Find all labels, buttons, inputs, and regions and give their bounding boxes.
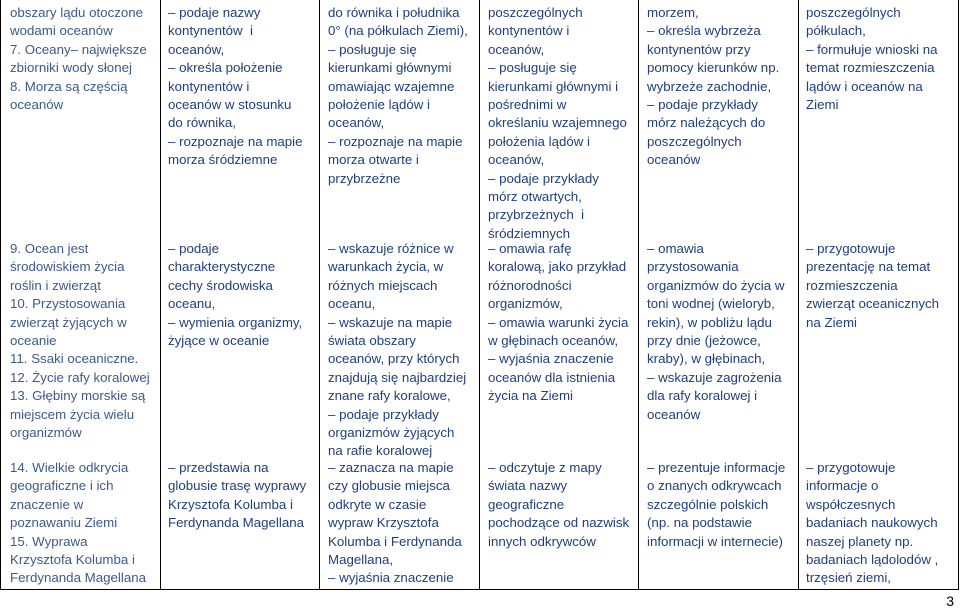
cell-line: oceanów (647, 406, 701, 422)
cell-line: innych odkrywców (488, 533, 596, 549)
cell-line: przy dnie (jeżowce, (647, 333, 761, 349)
cell-line: Magellana, (328, 552, 394, 568)
cell-line: pomocy kierunków np. (647, 60, 780, 76)
cell-line: świata nazwy (488, 478, 568, 494)
cell-line: zbiorniki wody słonej (10, 60, 132, 76)
cell-line: badaniach naukowych (806, 515, 938, 531)
cell-line: – formułuje wnioski na (806, 41, 938, 57)
cell-line: omawiając wzajemne (328, 78, 455, 94)
cell-line: półkulach, (806, 23, 866, 39)
cell-line: na Ziemi (806, 314, 857, 330)
cell-line: poszczególnych (647, 133, 742, 149)
cell-line: – wskazuje różnice w (328, 241, 454, 256)
cell-line: organizmów, (488, 296, 563, 312)
cell-line: oceanu, (328, 296, 376, 312)
cell-line: organizmów żyjących (328, 425, 455, 441)
cell-line: oceanów, (488, 41, 545, 57)
cell-line: – posługuje się (328, 41, 417, 57)
cell-line: morzem, (647, 5, 699, 20)
table-cell (328, 4, 468, 188)
table-cell (168, 240, 302, 350)
cell-line: – wymienia organizmy, (168, 314, 303, 330)
table-cell (10, 4, 147, 114)
table-cell (488, 240, 628, 406)
cell-line: – wyjaśnia znaczenie (488, 351, 614, 367)
cell-line: oceanów, (488, 152, 545, 168)
cell-line: 14. Wielkie odkrycia (10, 460, 129, 475)
cell-line: organizmów (10, 425, 82, 441)
table-border (0, 0, 1, 590)
cell-line: – omawia rafę (488, 241, 572, 256)
cell-line: naszej planety np. (806, 533, 914, 549)
cell-line: w głębinach oceanów, (488, 333, 619, 349)
cell-line: – odczytuje z mapy (488, 460, 602, 475)
cell-line: śródziemnych (488, 225, 571, 241)
cell-line: przybrzeżne (328, 170, 401, 186)
cell-line: przybrzeżnych i (488, 207, 585, 223)
cell-line: 12. Życie rafy koralowej (10, 369, 150, 385)
cell-line: kierunkami głównymi (328, 60, 452, 76)
cell-line: pochodzące od nazwisk (488, 515, 630, 531)
cell-line: poszczególnych (806, 5, 901, 20)
cell-line: odkryte w czasie (328, 496, 427, 512)
cell-line: 11. Ssaki oceaniczne. (10, 351, 139, 367)
cell-line: wypraw Krzysztofa (328, 515, 439, 531)
cell-line: mórz otwartych, (488, 189, 582, 205)
cell-line: oceanie (10, 333, 57, 349)
cell-line: oceanów (10, 97, 64, 113)
cell-line: 9. Ocean jest (10, 241, 89, 256)
cell-line: – wskazuje na mapie (328, 314, 453, 330)
cell-line: przystosowania (647, 259, 739, 275)
cell-line: oceanów (647, 152, 701, 168)
cell-line: temat rozmieszczenia (806, 60, 935, 76)
cell-line: – podaje przykłady (328, 406, 439, 422)
cell-line: – omawia (647, 241, 704, 256)
table-cell (806, 4, 938, 114)
cell-line: – wyjaśnia znaczenie (328, 570, 454, 586)
cell-line: 10. Przystosowania (10, 296, 126, 312)
cell-line: znajdują się najbardziej (328, 369, 467, 385)
cell-line: – określa położenie (168, 60, 283, 76)
cell-line: zwierząt żyjących w (10, 314, 127, 330)
table-cell (647, 240, 784, 424)
cell-line: charakterystyczne (168, 259, 276, 275)
table-cell (647, 4, 779, 170)
table-border (638, 0, 639, 590)
table-cell (328, 240, 466, 461)
cell-line: informacje o (806, 478, 879, 494)
cell-line: współczesnych (806, 496, 896, 512)
table-border (958, 0, 959, 590)
cell-line: wodami oceanów (10, 23, 113, 39)
cell-line: położenie lądów i (328, 97, 431, 113)
cell-line: oceanów, przy których (328, 351, 460, 367)
cell-line: miejscem życia wielu (10, 406, 135, 422)
cell-line: oceanów dla istnienia (488, 369, 616, 385)
cell-line: geograficzne (488, 496, 565, 512)
cell-line: poszczególnych (488, 5, 583, 20)
table-border (160, 0, 161, 590)
cell-line: – podaje przykłady (488, 170, 599, 186)
cell-line: – omawia warunki życia (488, 314, 629, 330)
cell-line: 15. Wyprawa (10, 533, 88, 549)
cell-line: – rozpoznaje na mapie (168, 133, 303, 149)
cell-line: kraby), w głębinach, (647, 351, 766, 367)
cell-line: kierunkami głównymi i (488, 78, 619, 94)
cell-line: – rozpoznaje na mapie (328, 133, 463, 149)
table-border (479, 0, 480, 590)
table-cell (806, 240, 939, 332)
cell-line: różnych miejscach (328, 277, 438, 293)
cell-line: – podaje (168, 241, 220, 256)
cell-line: – podaje przykłady (647, 97, 758, 113)
cell-line: oceanów w stosunku (168, 97, 292, 113)
cell-line: trzęsień ziemi, (806, 570, 891, 586)
cell-line: (np. na podstawie (647, 515, 752, 531)
cell-line: geograficzne i ich (10, 478, 114, 494)
cell-line: mórz należących do (647, 115, 766, 131)
cell-line: informacji w internecie) (647, 533, 783, 549)
cell-line: obszary lądu otoczone (10, 5, 144, 20)
cell-line: 0° (na półkulach Ziemi), (328, 23, 468, 39)
cell-line: poznawaniu Ziemi (10, 515, 118, 531)
cell-line: życia na Ziemi (488, 388, 573, 404)
table-border (798, 0, 799, 590)
table-cell (168, 4, 303, 170)
cell-line: Kolumba i Ferdynanda (328, 533, 462, 549)
cell-line: warunkach życia, w (328, 259, 444, 275)
table-cell (168, 459, 306, 533)
cell-line: – przygotowuje (806, 460, 896, 475)
cell-line: Krzysztofa Kolumba i (168, 496, 293, 512)
cell-line: – posługuje się (488, 60, 577, 76)
cell-line: kontynentów i (168, 78, 250, 94)
table-border (319, 0, 320, 590)
table-cell (10, 459, 146, 588)
cell-line: wybrzeże zachodnie, (647, 78, 772, 94)
cell-line: oceanu, (168, 296, 216, 312)
cell-line: prezentację na temat (806, 259, 931, 275)
cell-line: 8. Morza są częścią (10, 78, 128, 94)
cell-line: oceanów, (328, 115, 385, 131)
cell-line: globusie trasę wyprawy (168, 478, 307, 494)
cell-line: – podaje nazwy (168, 5, 261, 20)
table-cell (488, 459, 629, 551)
cell-line: szczególnie polskich (647, 496, 769, 512)
cell-line: różnorodności (488, 277, 572, 293)
cell-line: świata obszary (328, 333, 416, 349)
cell-line: pośrednimi w (488, 97, 567, 113)
cell-line: – przedstawia na (168, 460, 269, 475)
cell-line: morza śródziemne (168, 152, 278, 168)
table-cell (328, 459, 462, 588)
cell-line: kontynentów przy (647, 41, 751, 57)
cell-line: 7. Oceany– największe (10, 41, 147, 57)
cell-line: koralową, jako przykład (488, 259, 627, 275)
cell-line: położenia lądów i (488, 133, 591, 149)
cell-line: kontynentów i (168, 23, 254, 39)
cell-line: roślin i zwierząt (10, 277, 101, 293)
cell-line: Krzysztofa Kolumba i (10, 552, 135, 568)
cell-line: do równika, (168, 115, 236, 131)
cell-line: – określa wybrzeża (647, 23, 761, 39)
cell-line: oceanów, (168, 41, 225, 57)
cell-line: dla rafy koralowej i (647, 388, 758, 404)
cell-line: kontynentów i (488, 23, 570, 39)
cell-line: rozmieszczenia (806, 277, 898, 293)
table-cell (647, 459, 785, 551)
cell-line: badaniach lądolodów , (806, 552, 939, 568)
cell-line: o znanych odkrywcach (647, 478, 782, 494)
cell-line: zwierząt oceanicznych (806, 296, 940, 312)
cell-line: – przygotowuje (806, 241, 896, 256)
cell-line: na rafie koralowej (328, 443, 433, 459)
cell-line: – zaznacza na mapie (328, 460, 454, 475)
table-cell (806, 459, 938, 588)
cell-line: Ferdynanda Magellana (168, 515, 305, 531)
cell-line: czy globusie miejsca (328, 478, 450, 494)
table-border (0, 589, 959, 590)
page-number: 3 (946, 593, 954, 609)
cell-line: znaczenie w (10, 496, 84, 512)
cell-line: morza otwarte i (328, 152, 419, 168)
cell-line: 13. Głębiny morskie są (10, 388, 146, 404)
cell-line: lądów i oceanów na (806, 78, 923, 94)
cell-line: środowiskiem życia (10, 259, 125, 275)
cell-line: organizmów do życia w (647, 277, 785, 293)
cell-line: – wskazuje zagrożenia (647, 369, 782, 385)
cell-line: określaniu wzajemnego (488, 115, 627, 131)
cell-line: znane rafy koralowe, (328, 388, 451, 404)
cell-line: żyjące w oceanie (168, 333, 270, 349)
cell-line: Ferdynanda Magellana (10, 570, 147, 586)
table-cell (488, 4, 627, 243)
cell-line: – prezentuje informacje (647, 460, 786, 475)
cell-line: toni wodnej (wieloryb, (647, 296, 775, 312)
cell-line: do równika i południka (328, 5, 460, 20)
cell-line: cechy środowiska (168, 277, 273, 293)
cell-line: rekin), w pobliżu lądu (647, 314, 772, 330)
cell-line: Ziemi (806, 97, 839, 113)
table-cell (10, 240, 150, 442)
